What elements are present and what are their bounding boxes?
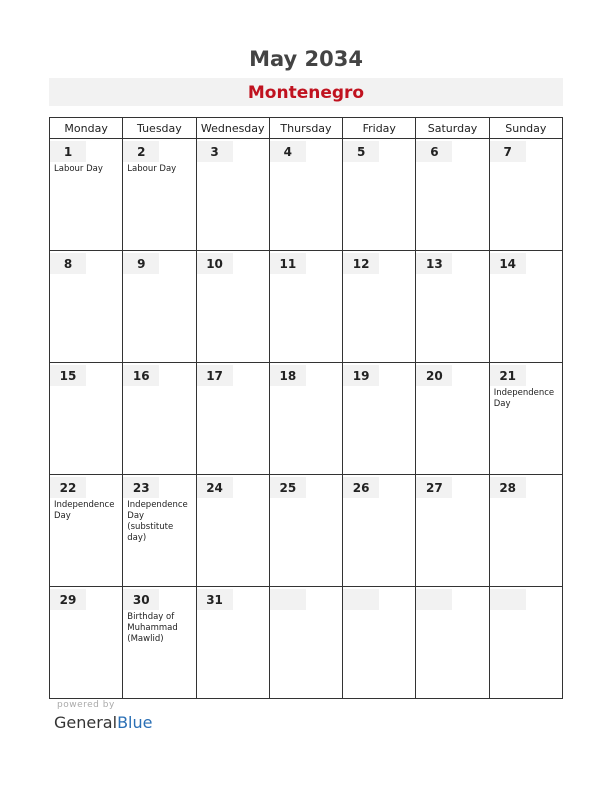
day-number xyxy=(343,589,379,610)
day-number: 16 xyxy=(123,365,159,386)
day-number xyxy=(270,589,306,610)
day-number: 2 xyxy=(123,141,159,162)
day-cell xyxy=(50,587,123,699)
weekday-header-row xyxy=(50,118,563,139)
day-number: 29 xyxy=(50,589,86,610)
day-cell xyxy=(123,475,196,587)
country-name: Montenegro xyxy=(247,83,365,103)
day-number: 21 xyxy=(490,365,526,386)
day-number: 28 xyxy=(490,477,526,498)
powered-by-text: powered by xyxy=(57,700,115,710)
day-cell xyxy=(196,475,269,587)
page-title: May 2034 xyxy=(249,47,363,71)
day-cell xyxy=(196,363,269,475)
week-row xyxy=(50,251,563,363)
day-cell xyxy=(489,363,562,475)
day-cell xyxy=(269,475,342,587)
day-number: 3 xyxy=(197,141,233,162)
brand-logo xyxy=(54,713,152,732)
day-cell xyxy=(196,587,269,699)
day-cell xyxy=(269,139,342,251)
day-cell xyxy=(416,251,489,363)
weekday-saturday: Saturday xyxy=(416,118,489,139)
day-number: 25 xyxy=(270,477,306,498)
day-cell xyxy=(416,139,489,251)
week-row xyxy=(50,587,563,699)
day-cell xyxy=(123,363,196,475)
day-number: 6 xyxy=(416,141,452,162)
country-banner xyxy=(49,78,563,106)
day-cell xyxy=(50,139,123,251)
day-number: 10 xyxy=(197,253,233,274)
day-cell xyxy=(489,139,562,251)
day-number: 8 xyxy=(50,253,86,274)
day-cell xyxy=(269,363,342,475)
day-cell xyxy=(269,587,342,699)
day-number: 13 xyxy=(416,253,452,274)
day-number: 26 xyxy=(343,477,379,498)
day-number: 14 xyxy=(490,253,526,274)
weekday-tuesday: Tuesday xyxy=(123,118,196,139)
day-cell xyxy=(343,251,416,363)
day-cell xyxy=(50,363,123,475)
day-number: 22 xyxy=(50,477,86,498)
holiday-label: Labour Day xyxy=(54,164,103,174)
day-number: 4 xyxy=(270,141,306,162)
day-number: 7 xyxy=(490,141,526,162)
day-number: 9 xyxy=(123,253,159,274)
day-number: 18 xyxy=(270,365,306,386)
day-number: 19 xyxy=(343,365,379,386)
holiday-label: Labour Day xyxy=(127,164,177,174)
day-cell xyxy=(489,251,562,363)
day-cell xyxy=(343,139,416,251)
day-cell xyxy=(50,475,123,587)
day-cell xyxy=(489,475,562,587)
weekday-sunday: Sunday xyxy=(489,118,562,139)
day-cell xyxy=(343,475,416,587)
day-cell xyxy=(416,475,489,587)
day-number: 31 xyxy=(197,589,233,610)
day-cell xyxy=(196,139,269,251)
day-cell xyxy=(343,363,416,475)
day-number: 1 xyxy=(50,141,86,162)
calendar-grid xyxy=(49,117,563,699)
weekday-thursday: Thursday xyxy=(269,118,342,139)
day-cell xyxy=(416,587,489,699)
weekday-friday: Friday xyxy=(343,118,416,139)
day-number: 20 xyxy=(416,365,452,386)
day-number: 27 xyxy=(416,477,452,498)
day-number: 15 xyxy=(50,365,86,386)
day-cell xyxy=(123,251,196,363)
week-row xyxy=(50,475,563,587)
day-number: 17 xyxy=(197,365,233,386)
day-number: 12 xyxy=(343,253,379,274)
week-row xyxy=(50,139,563,251)
holiday-label: Independence Day (substitute day) xyxy=(127,500,188,543)
day-cell xyxy=(50,251,123,363)
holiday-label: Independence Day xyxy=(493,388,555,409)
day-cell xyxy=(269,251,342,363)
brand-blue: Blue xyxy=(117,713,153,732)
day-number xyxy=(416,589,452,610)
day-number: 23 xyxy=(123,477,159,498)
day-number xyxy=(490,589,526,610)
day-number: 24 xyxy=(197,477,233,498)
holiday-label: Independence Day xyxy=(54,500,115,521)
day-cell xyxy=(196,251,269,363)
weekday-wednesday: Wednesday xyxy=(196,118,269,139)
day-number: 30 xyxy=(123,589,159,610)
day-cell xyxy=(343,587,416,699)
week-row xyxy=(50,363,563,475)
brand-general: General xyxy=(54,713,118,732)
holiday-label: Birthday of Muhammad (Mawlid) xyxy=(127,612,178,644)
day-cell xyxy=(489,587,562,699)
day-number: 5 xyxy=(343,141,379,162)
day-cell xyxy=(123,139,196,251)
day-number: 11 xyxy=(270,253,306,274)
weekday-monday: Monday xyxy=(50,118,123,139)
day-cell xyxy=(123,587,196,699)
day-cell xyxy=(416,363,489,475)
